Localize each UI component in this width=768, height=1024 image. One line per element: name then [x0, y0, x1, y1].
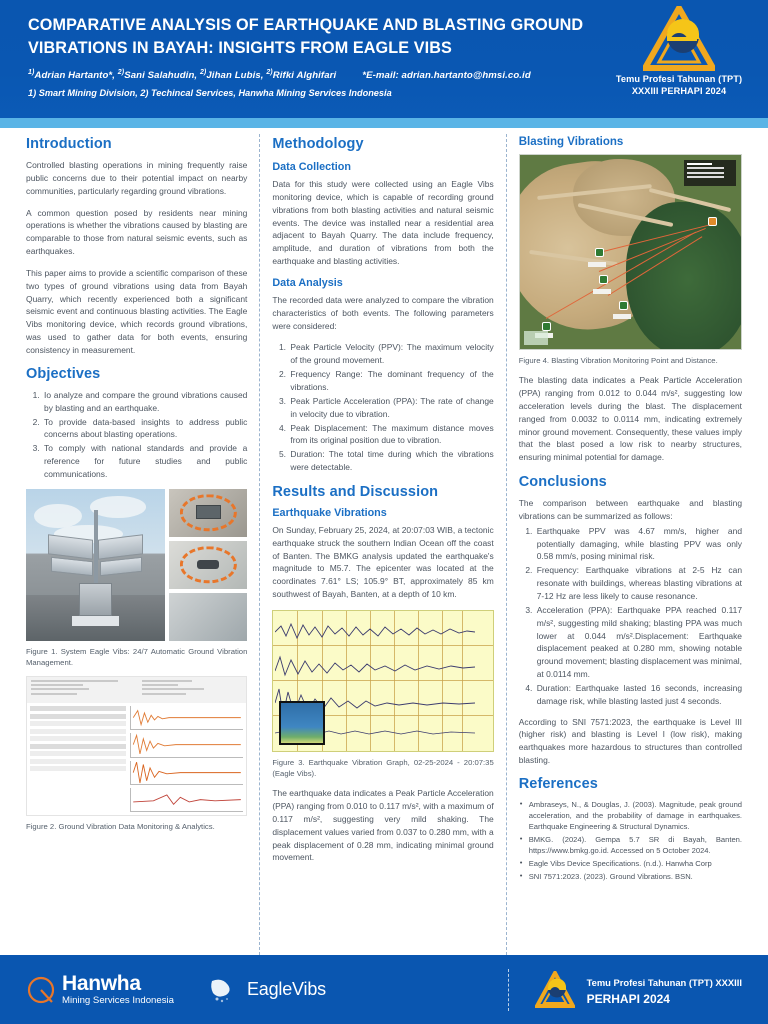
figure-2-caption: Figure 2. Ground Vibration Data Monitoring & Analytics.	[26, 822, 215, 832]
list-item: 4. Peak Displacement: The maximum distance moves from its original position due to vibration.	[288, 422, 493, 448]
results-heading: Results and Discussion	[272, 483, 439, 500]
figure-2-chart-sound	[130, 788, 243, 812]
figure-4-monitoring-pin-2	[599, 275, 608, 284]
figure-2-chart-vert	[130, 733, 243, 757]
perhapi-triangle-logo	[643, 6, 715, 72]
data-analysis-heading: Data Analysis	[272, 276, 343, 289]
figure-4-scale-box	[524, 331, 548, 345]
affiliation: 1) Smart Mining Division, 2) Techincal Services, Hanwha Mining Services Indonesia	[28, 88, 392, 99]
data-analysis-paragraph: The recorded data were analyzed to compare the vibration characteristics of both events. The following parameters were considered:	[272, 294, 494, 331]
perhapi-footer-text	[587, 972, 742, 1006]
conclusions-closing: According to SNI 7571:2023, the earthquake is Level III (higher risk) and blasting is Level I (low risk), making earthquakes more hazardous to structures than controlled blasting.	[518, 716, 743, 766]
figure-3-caption: Figure 3. Earthquake Vibration Graph, 02-25-2024 - 20:07:35 (Eagle Vibs).	[272, 757, 494, 779]
figure-4-monitoring-pin-3	[619, 301, 628, 310]
hanwha-logo-text	[62, 973, 174, 1006]
list-item: 4. Duration: Earthquake lasted 16 seconds, increasing damage risk, while blasting lasted just 4 seconds.	[535, 682, 742, 708]
footer-perhapi-block	[535, 971, 742, 1009]
methodology-heading: Methodology	[272, 136, 364, 152]
perhapi-logo-block	[604, 6, 754, 98]
perhapi-caption-line2: XXXIII PERHAPI 2024	[631, 85, 727, 96]
list-item: 2. To provide data-based insights to address public concerns about blasting operations.	[42, 416, 247, 442]
references-heading: References	[518, 775, 598, 792]
earthquake-vibrations-heading: Earthquake Vibrations	[272, 506, 387, 519]
blasting-vibrations-heading: Blasting Vibrations	[518, 136, 624, 148]
introduction-heading: Introduction	[26, 136, 112, 152]
conclusions-list	[519, 525, 742, 708]
figure-1-caption: Figure 1. System Eagle Vibs: 24/7 Automatic Ground Vibration Management.	[26, 646, 248, 667]
figure-1-detail-controller	[169, 593, 247, 641]
column-middle	[259, 134, 506, 955]
perhapi-footer-line2: PERHAPI 2024	[586, 991, 670, 1006]
hanwha-name: Hanwha	[62, 972, 141, 996]
conclusions-heading: Conclusions	[518, 474, 607, 491]
list-item: 1. Io analyze and compare the ground vibrations caused by blasting and an earthquake.	[42, 389, 247, 415]
introduction-paragraph-3: This paper aims to provide a scientific comparison of these two types of ground vibrations using data from Bayah Quarry, which recently experienced both a significant seismic event and continuous blasting activities. The Eagle Vibs monitoring device, which records ground vibrations, was used to gather data for both events, ensuring consistency in measurement.	[26, 267, 248, 355]
perhapi-logo-caption	[604, 74, 754, 98]
hanwha-subtitle: Mining Services Indonesia	[62, 995, 174, 1007]
list-item: 3. Peak Particle Acceleration (PPA): The rate of change in velocity due to vibration.	[288, 395, 493, 421]
figure-4-caption: Figure 4. Blasting Vibration Monitoring Point and Distance.	[518, 356, 718, 365]
contact-email[interactable]: *E-mail: adrian.hartanto@hmsi.co.id	[362, 70, 531, 82]
author-sup-2: 2)	[117, 69, 125, 76]
header-accent-strip	[0, 118, 768, 128]
earthquake-paragraph-2: The earthquake data indicates a Peak Particle Acceleration (PPA) ranging from 0.010 to 0.117 m/s², with a maximum of 0.117 m/s², suggesting very mild shaking. The displacement values varied from 0.037 to 0.280 mm, with a peak displacement of 0.28 mm, indicating minimal ground movement.	[272, 788, 494, 863]
author-1: Adrian Hartanto*,	[34, 70, 118, 82]
figure-2-chart-long	[130, 761, 243, 785]
poster-header	[0, 0, 768, 118]
references-list	[519, 799, 742, 883]
list-item: • Eagle Vibs Device Specifications. (n.d.). Hanwha Corp	[519, 858, 742, 869]
blasting-paragraph: The blasting data indicates a Peak Particle Acceleration (PPA) ranging from 0.012 to 0.044 m/s², suggesting low acceleration levels during the blast. The displacement ranged from 0.0032 to 0.0114 mm, indicating extremely minor ground movement. Consequently, these values imply that the blast posed a low risk to nearby structures, ensuring minimal potential for damage.	[518, 375, 743, 463]
introduction-paragraph-1: Controlled blasting operations in mining frequently raise public concerns due to their potential impact on nearby communities, particularly regarding ground vibrations.	[26, 160, 248, 196]
list-item: 1. Earthquake PPV was 4.67 mm/s, higher and potentially damaging, while blasting PPV was only 0.58 mm/s, posing minimal risk.	[535, 525, 742, 564]
figure-2-waveform-charts	[130, 706, 243, 812]
column-right	[507, 134, 754, 955]
figure-1-detail-geophone	[169, 541, 247, 589]
list-item: 1. Peak Particle Velocity (PPV): The maximum velocity of the ground movement.	[288, 341, 493, 367]
author-2: Sani Salahudin,	[124, 70, 200, 82]
poster-footer	[0, 955, 768, 1024]
objectives-list	[26, 389, 247, 481]
data-collection-paragraph: Data for this study were collected using an Eagle Vibs monitoring device, which is capable of recording ground vibrations from both blasting activities and natural seismic events. The device was installed near a residential area adjacent to Bayah Quarry. The data include frequency, amplitude, and duration of vibrations from both the earthquake and blasting activities.	[272, 179, 494, 267]
figure-3-map-inset	[279, 701, 325, 745]
figure-1-detail-sensor-box	[169, 489, 247, 537]
figure-3-image	[272, 610, 493, 752]
figure-2-chart-tran	[130, 706, 243, 730]
list-item: 2. Frequency: Earthquake vibrations at 2-5 Hz can resonate with buildings, whereas blasting vibrations at 7-12 Hz are less likely to cause resonance.	[535, 564, 742, 603]
figure-3-trace-vert	[275, 651, 475, 683]
data-collection-heading: Data Collection	[272, 161, 351, 173]
author-sup-4: 2)	[266, 69, 273, 76]
figure-2-results-table	[30, 706, 126, 812]
hanwha-circle-icon	[26, 975, 56, 1005]
earthquake-paragraph-1: On Sunday, February 25, 2024, at 20:07:03 WIB, a tectonic earthquake struck the southern Indian Ocean off the coast of Banten. The BMKG analysis updated the earthquake's magnitude to M5.7. The epicenter was located at the coordinates 7.61° LS; 105.9° BT, approximately 85 km southwest of Bayah, Banten, at a depth of 10 km.	[272, 524, 494, 600]
figure-2-header-meta	[27, 677, 246, 703]
eaglevibs-name: EagleVibs	[247, 979, 326, 999]
eaglevibs-bird-icon	[208, 975, 240, 1005]
page-title: COMPARATIVE ANALYSIS OF EARTHQUAKE AND BLASTING GROUND VIBRATIONS IN BAYAH: INSIGHTS FROM EAGLE VIBS	[28, 16, 584, 57]
parameters-list	[272, 341, 493, 473]
list-item: • BMKG. (2024). Gempa 5.7 SR di Bayah, Banten. https://www.bmkg.go.id. Accessed on 5 October 2024.	[519, 834, 742, 856]
footer-logos	[26, 973, 326, 1006]
perhapi-caption-line1: Temu Profesi Tahunan (TPT)	[615, 74, 743, 84]
author-3: Jihan Lubis,	[206, 70, 267, 82]
figure-1-detail-photos	[169, 489, 247, 641]
figure-1-main-photo	[26, 489, 165, 641]
figure-4-legend	[684, 160, 736, 186]
figure-4-blast-location-pin	[708, 217, 717, 226]
author-sup-3: 2)	[199, 69, 207, 76]
objectives-heading: Objectives	[26, 365, 101, 382]
list-item: 5. Duration: The total time during which the vibrations were detectable.	[288, 448, 493, 474]
poster-body	[0, 128, 768, 955]
list-item: 2. Frequency Range: The dominant frequency of the vibrations.	[288, 368, 493, 394]
perhapi-footer-line1: Temu Profesi Tahunan (TPT) XXXIII	[586, 977, 742, 989]
figure-2-body	[27, 703, 246, 815]
list-item: 3. Acceleration (PPA): Earthquake PPA reached 0.117 m/s², suggesting mild shaking; blasting PPA was much lower at 0.044 m/s².Displacement: Earthquake displacement peaked at 0.280 mm, showing notable ground movement; blasting displacement was minimal, at 0.0114 mm.	[535, 604, 742, 681]
footer-divider	[508, 969, 509, 1011]
figure-4-monitoring-pin-1	[595, 248, 604, 257]
list-item: • SNI 7571:2023. (2023). Ground Vibrations. BSN.	[519, 871, 742, 882]
introduction-paragraph-2: A common question posed by residents near mining operations is whether the vibrations caused by blasting are comparable to those from natural seismic events, such as earthquakes.	[26, 207, 248, 257]
author-sup-1: 1)	[28, 69, 35, 76]
author-4: Rifki Alghifari	[272, 70, 337, 82]
figure-4-monitoring-pin-4	[542, 322, 551, 331]
perhapi-footer-triangle-logo	[535, 971, 575, 1009]
column-left	[14, 134, 259, 955]
conclusions-intro: The comparison between earthquake and blasting vibrations can be summarized as follows:	[518, 498, 743, 521]
list-item: 3. To comply with national standards and provide a reference for future studies and public communications.	[42, 442, 247, 481]
list-item: • Ambraseys, N., & Douglas, J. (2003). Magnitude, peak ground acceleration, and the probability of damage in earthquakes. Earthquake Engineering & Structural Dynamics.	[519, 799, 742, 832]
figure-1-image	[26, 489, 247, 641]
figure-4-image	[519, 154, 742, 350]
figure-2-image	[26, 676, 247, 816]
figure-3-trace-tran	[275, 616, 475, 648]
